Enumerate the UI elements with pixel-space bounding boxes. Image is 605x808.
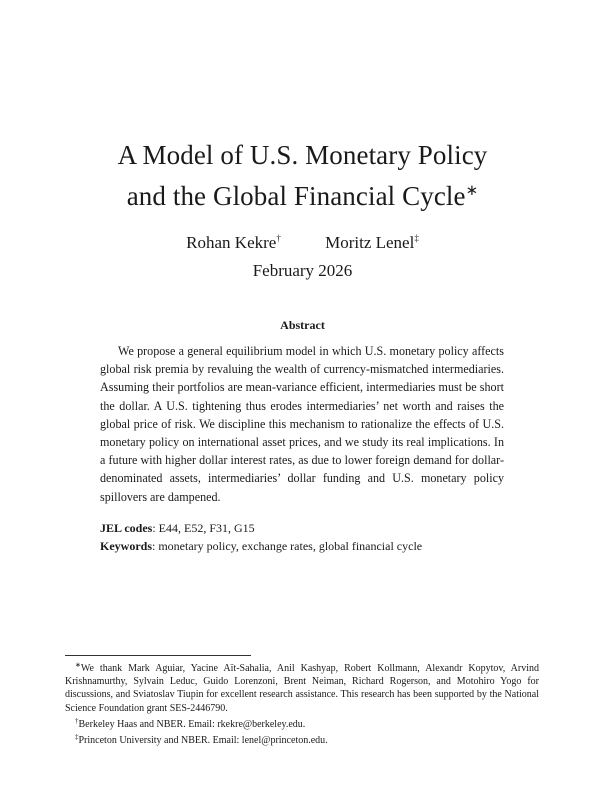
footnotes — [65, 659, 539, 747]
jel-value: : E44, E52, F31, G15 — [152, 521, 255, 535]
title-line-2-text: and the Global Financial Cycle — [126, 181, 466, 211]
title-line-2 — [0, 173, 605, 214]
abstract-heading: Abstract — [280, 318, 325, 332]
footnote-mark: † — [75, 716, 79, 725]
title-line-1: A Model of U.S. Monetary Policy — [117, 140, 488, 170]
title-footnote-mark: ∗ — [465, 183, 479, 199]
abstract-text: We propose a general equilibrium model in which U.S. monetary policy affects global risk premia by revaluing the wealth of currency-mismatched intermediaries. Assuming their portfolios are mean-variance efficient, intermediaries must be short the dollar. A U.S. tightening thus erodes intermediaries’ net worth and raises the global price of risk. We discipline this mechanism to rationalize the effects of U.S. monetary policy on international asset prices, and we study its real implications. In a future with higher dollar interest rates, as due to lower foreign demand for dollar-denominated assets, intermediaries’ dollar funding and U.S. monetary policy spillovers are dampened. — [100, 344, 504, 504]
author-footnote-mark: ‡ — [414, 233, 419, 243]
author-list — [0, 227, 605, 254]
footnote-mark: ∗ — [75, 661, 81, 669]
footnote-mark: ‡ — [75, 733, 79, 742]
author-name: Rohan Kekre — [186, 233, 277, 252]
paper-date: February 2026 — [252, 261, 353, 280]
author-1 — [186, 227, 281, 254]
footnote-text: We thank Mark Aguiar, Yacine Aït-Sahalia, Anil Kashyap, Robert Kollmann, Alexandr Kopytov, Arvind Krishnamurthy, Sylvain Leduc, Guido Lorenzoni, Brent Neiman, Richard Rogerson, and Motohiro Yogo for discussions, and Sviatoslav Tiupin for excellent research assistance. This research has been supported by the National Science Foundation grant SES-2446790. — [65, 663, 539, 714]
author-2 — [325, 227, 419, 254]
footnote-acknowledgments — [65, 659, 539, 715]
keywords-value: : monetary policy, exchange rates, global financial cycle — [152, 539, 423, 553]
footnote-text: Berkeley Haas and NBER. Email: rkekre@berkeley.edu. — [78, 718, 306, 730]
jel-label: JEL codes — [100, 521, 153, 535]
author-name: Moritz Lenel — [325, 233, 415, 252]
keywords — [100, 537, 520, 555]
footnote-divider — [65, 655, 251, 656]
footnote-author-2 — [65, 731, 539, 747]
jel-codes — [100, 519, 520, 537]
author-footnote-mark: † — [276, 233, 281, 243]
paper-title — [0, 137, 605, 214]
footnote-text: Princeton University and NBER. Email: lenel@princeton.edu. — [78, 735, 328, 747]
footnote-author-1 — [65, 715, 539, 731]
keywords-label: Keywords — [100, 539, 152, 553]
